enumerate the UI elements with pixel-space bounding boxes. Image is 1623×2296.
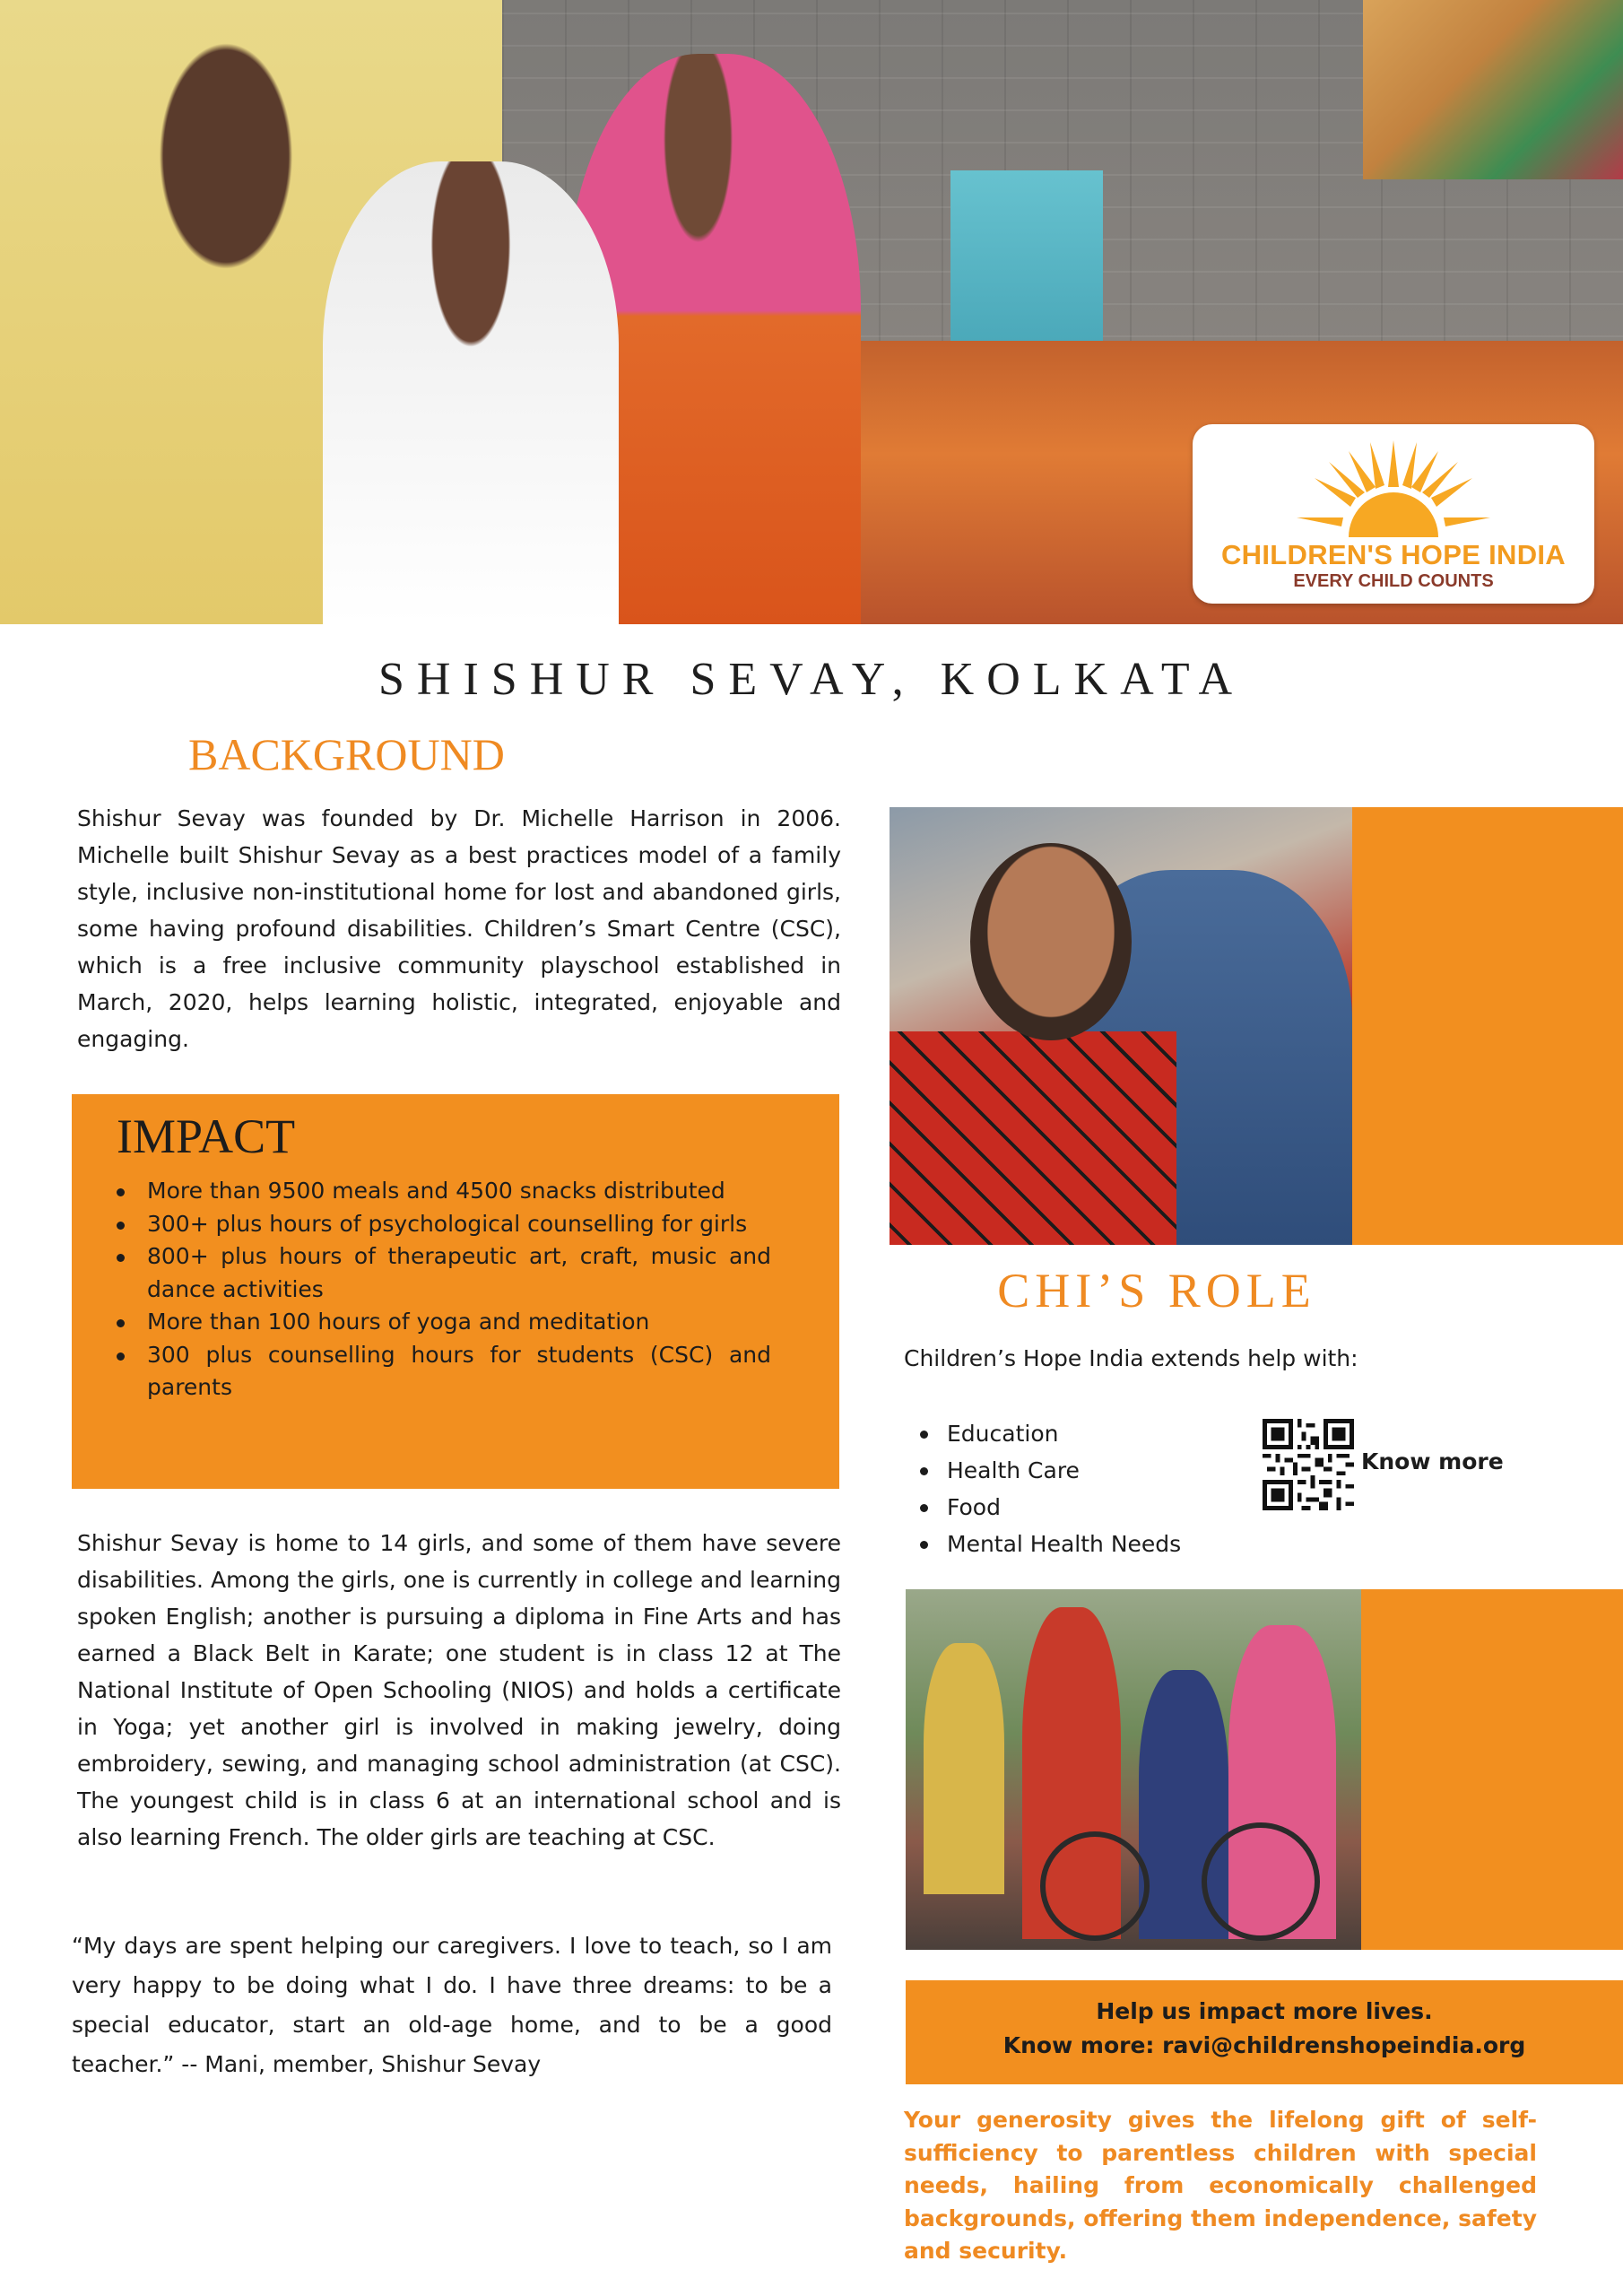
impact-box — [72, 1094, 839, 1489]
wheelchair-wheel — [1202, 1822, 1320, 1941]
girls-description: Shishur Sevay is home to 14 girls, and some of them have severe disabilities. Among the girls, one is currently in college and learning spoken English; another is pursuing a diploma in Fine Arts and has earned a Black Belt in Karate; one student is in class 12 at The National Institute of Open Schooling (NIOS) and holds a certificate in Yoga; yet another girl is involved in making jewelry, doing embroidery, sewing, and managing school administration (at CSC). The youngest child is in class 6 at an international school and is also learning French. The older girls are teaching at CSC. — [77, 1530, 841, 1850]
impact-item-text: More than 9500 meals and 4500 snacks distributed — [147, 1178, 725, 1204]
impact-item-text: 300+ plus hours of psychological counselling for girls — [147, 1210, 748, 1237]
chi-role-item-text: Education — [947, 1421, 1059, 1447]
photo-smiling-girl — [890, 807, 1352, 1245]
logo-tagline: EVERY CHILD COUNTS — [1293, 571, 1494, 591]
chi-role-intro: Children’s Hope India extends help with: — [904, 1345, 1358, 1371]
cta-contact-email[interactable]: Know more: ravi@childrenshopeindia.org — [1002, 2032, 1526, 2058]
photo-girl-face — [970, 843, 1132, 1040]
bullet-icon — [117, 1352, 125, 1361]
bullet-icon — [920, 1504, 928, 1512]
background-heading: BACKGROUND — [188, 729, 505, 779]
chi-role-heading: CHI’S ROLE — [997, 1264, 1316, 1318]
page-title: SHISHUR SEVAY, KOLKATA — [378, 654, 1245, 705]
impact-item — [147, 1175, 771, 1208]
impact-item — [147, 1240, 771, 1306]
background-text: Shishur Sevay was founded by Dr. Michelle Harrison in 2006. Michelle built Shishur Sevay as a best practices model of a family style, inclusive non-institutional home for lost and abandoned girls, some having profound disabilities. Children’s Smart Centre (CSC), which is a free inclusive community playschool established in March, 2020, helps learning holistic, integrated, enjoyable and engaging. — [77, 805, 841, 1052]
closing-statement: Your generosity gives the lifelong gift of self-sufficiency to parentless children with special needs, hailing from economically challenged backgrounds, offering them independence, safety and security. — [904, 2107, 1537, 2264]
chi-role-item — [947, 1452, 1181, 1489]
impact-item — [147, 1339, 771, 1405]
orange-accent-block — [1352, 807, 1623, 1245]
bullet-icon — [920, 1431, 928, 1439]
bullet-icon — [117, 1188, 125, 1196]
wheelchair-wheel — [1040, 1831, 1150, 1941]
impact-item — [147, 1208, 771, 1241]
chi-role-item — [947, 1526, 1181, 1562]
cta-headline: Help us impact more lives. — [1096, 1998, 1433, 2024]
logo-name: CHILDREN'S HOPE INDIA — [1221, 539, 1566, 570]
impact-list — [147, 1175, 771, 1405]
chi-role-item-text: Food — [947, 1494, 1001, 1520]
chi-role-item-text: Mental Health Needs — [947, 1531, 1182, 1557]
orange-accent-block — [1361, 1589, 1623, 1950]
photo-person — [924, 1643, 1004, 1894]
hero-wall-painting — [1363, 0, 1623, 179]
impact-item-text: 300 plus counselling hours for students (CSC) and parents — [147, 1341, 771, 1400]
chi-role-item-text: Health Care — [947, 1457, 1080, 1483]
photo-group-celebration — [906, 1589, 1361, 1950]
testimonial-quote: “My days are spent helping our caregivers. I love to teach, so I am very happy to be doing what I do. I have three dreams: to be a special educator, start an old-age home, and to be a good teacher.” -- Mani, member, Shishur Sevay — [72, 1933, 832, 2077]
chi-role-list — [947, 1415, 1181, 1562]
chi-role-item — [947, 1489, 1181, 1526]
bullet-icon — [117, 1254, 125, 1262]
impact-item-text: 800+ plus hours of therapeutic art, craft, music and dance activities — [147, 1243, 771, 1302]
bullet-icon — [920, 1467, 928, 1475]
impact-heading: IMPACT — [117, 1109, 296, 1163]
bullet-icon — [117, 1222, 125, 1230]
impact-item — [147, 1306, 771, 1339]
logo-card — [1193, 424, 1594, 604]
bullet-icon — [117, 1319, 125, 1327]
cta-box — [906, 1980, 1623, 2084]
bullet-icon — [920, 1541, 928, 1549]
know-more-link[interactable]: Know more — [1361, 1448, 1504, 1474]
photo-red-plaid-shirt — [890, 1031, 1176, 1245]
chi-role-item — [947, 1415, 1181, 1452]
hero-person-girl — [323, 161, 619, 624]
qr-code-icon[interactable] — [1263, 1419, 1354, 1510]
sun-logo-icon — [1295, 440, 1492, 537]
impact-item-text: More than 100 hours of yoga and meditation — [147, 1309, 650, 1335]
